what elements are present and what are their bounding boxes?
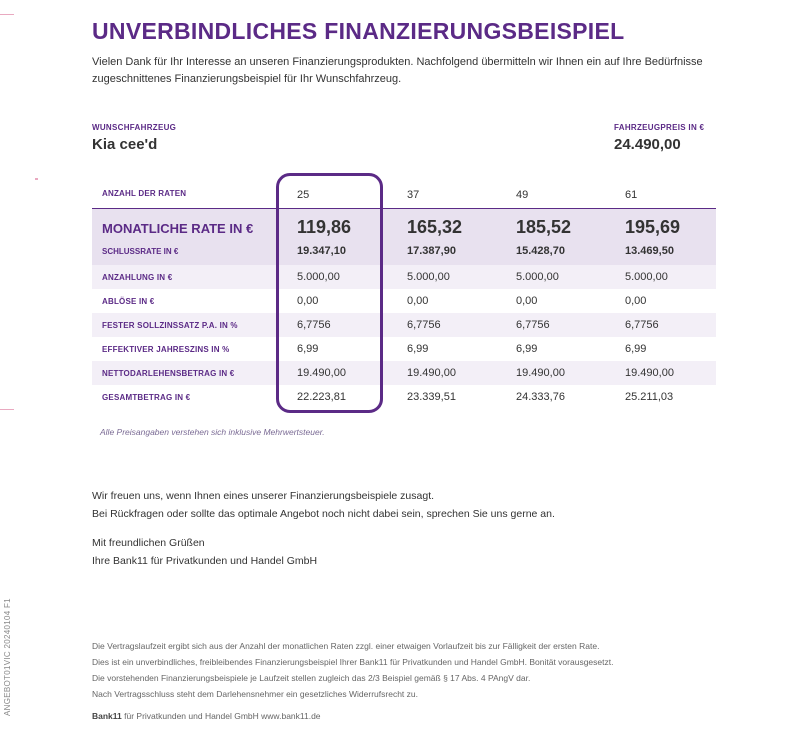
table-cell: 5.000,00 (516, 271, 559, 283)
table-cell: 22.223,81 (297, 391, 346, 403)
price-label: FAHRZEUGPREIS IN € (614, 123, 705, 132)
final-rate-cell: 15.428,70 (516, 245, 565, 257)
footer-line: Die vorstehenden Finanzierungsbeispiele je Laufzeit stellen zugleich das 2/3 Beispiel gemäß § 17 Abs. 4 PAngV dar. (92, 673, 531, 683)
monthly-rate-cell: 165,32 (407, 217, 463, 237)
final-rate-cell: 13.469,50 (625, 245, 674, 257)
page-title: UNVERBINDLICHES FINANZIERUNGSBEISPIEL (92, 18, 625, 44)
table-row (92, 313, 716, 337)
closing-line-2: Bei Rückfragen oder sollte das optimale Angebot noch nicht dabei sein, sprechen Sie uns gerne an. (92, 508, 555, 520)
table-row (92, 265, 716, 289)
selected-column-highlight (276, 173, 383, 413)
legal-footer (92, 638, 613, 702)
margin-tick-bottom (0, 409, 14, 410)
table-cell: 6,7756 (407, 319, 441, 331)
document-code: ANGEBOT01VIC 20240104 F1 (3, 598, 12, 716)
greeting-line-2: Ihre Bank11 für Privatkunden und Handel GmbH (92, 555, 318, 567)
price-value: 24.490,00 (614, 136, 681, 153)
monthly-rate-cell: 195,69 (625, 217, 681, 237)
rates-cell: 61 (625, 189, 638, 201)
table-cell: 6,7756 (625, 319, 659, 331)
rates-row (92, 181, 716, 209)
table-cell: 5.000,00 (297, 271, 340, 283)
table-cell: 19.490,00 (516, 367, 565, 379)
rates-cell: 25 (297, 189, 310, 201)
financing-table (92, 181, 716, 409)
row-label: EFFEKTIVER JAHRESZINS IN % (102, 345, 230, 354)
table-cell: 6,99 (625, 343, 647, 355)
row-label: ABLÖSE IN € (102, 297, 155, 306)
table-cell: 19.490,00 (625, 367, 674, 379)
table-row (92, 289, 716, 313)
greeting-line-1: Mit freundlichen Grüßen (92, 537, 205, 549)
intro-text: Vielen Dank für Ihr Interesse an unseren Finanzierungsprodukten. Nachfolgend übermitteln wir Ihnen ein auf Ihre Bedürfnisse zugeschnittenes Finanzierungsbeispiel für Ihr Wunschfahrzeug. (92, 56, 703, 85)
table-cell: 0,00 (516, 295, 538, 307)
table-cell: 6,99 (297, 343, 319, 355)
row-label: GESAMTBETRAG IN € (102, 393, 191, 402)
margin-tick-top (0, 14, 14, 15)
table-row (92, 385, 716, 409)
table-cell: 6,7756 (297, 319, 331, 331)
brand-line (92, 711, 321, 721)
final-rate-label: SCHLUSSRATE IN € (102, 247, 179, 256)
final-rate-cell: 19.347,10 (297, 245, 346, 257)
margin-dot (35, 178, 38, 180)
rates-cell: 49 (516, 189, 529, 201)
footer-line: Die Vertragslaufzeit ergibt sich aus der Anzahl der monatlichen Raten zzgl. einer etwaigen Vorlaufzeit bis zur Fälligkeit der ersten Rate. (92, 641, 600, 651)
table-cell: 6,99 (516, 343, 538, 355)
table-cell: 19.490,00 (407, 367, 456, 379)
final-rate-cell: 17.387,90 (407, 245, 456, 257)
footer-line: Dies ist ein unverbindliches, freibleibendes Finanzierungsbeispiel Ihrer Bank11 für Privatkunden und Handel GmbH. Bonität vorausgesetzt. (92, 657, 614, 667)
row-label: FESTER SOLLZINSSATZ P.A. IN % (102, 321, 238, 330)
monthly-rate-label: MONATLICHE RATE IN € (102, 221, 254, 236)
closing-line-1: Wir freuen uns, wenn Ihnen eines unserer Finanzierungsbeispiele zusagt. (92, 490, 435, 502)
table-cell: 0,00 (625, 295, 647, 307)
vehicle-label: WUNSCHFAHRZEUG (92, 123, 177, 132)
table-cell: 24.333,76 (516, 391, 565, 403)
monthly-rate-row (92, 209, 716, 265)
table-cell: 6,99 (407, 343, 429, 355)
table-cell: 5.000,00 (625, 271, 668, 283)
vat-note: Alle Preisangaben verstehen sich inklusive Mehrwertsteuer. (100, 427, 325, 437)
brand-details: für Privatkunden und Handel GmbH www.bank11.de (121, 711, 321, 721)
rates-cell: 37 (407, 189, 420, 201)
table-cell: 0,00 (407, 295, 429, 307)
footer-line: Nach Vertragsschluss steht dem Darlehensnehmer ein gesetzliches Widerrufsrecht zu. (92, 689, 418, 699)
table-row (92, 337, 716, 361)
table-cell: 6,7756 (516, 319, 550, 331)
table-cell: 25.211,03 (625, 391, 674, 403)
table-cell: 23.339,51 (407, 391, 456, 403)
table-row (92, 361, 716, 385)
brand-name: Bank11 (92, 711, 122, 721)
table-cell: 5.000,00 (407, 271, 450, 283)
row-label: ANZAHLUNG IN € (102, 273, 173, 282)
rates-label: ANZAHL DER RATEN (102, 189, 187, 198)
monthly-rate-cell: 185,52 (516, 217, 572, 237)
monthly-rate-cell: 119,86 (297, 217, 352, 237)
row-label: NETTODARLEHENSBETRAG IN € (102, 369, 235, 378)
table-cell: 19.490,00 (297, 367, 346, 379)
vehicle-name: Kia cee'd (92, 136, 158, 153)
table-cell: 0,00 (297, 295, 319, 307)
